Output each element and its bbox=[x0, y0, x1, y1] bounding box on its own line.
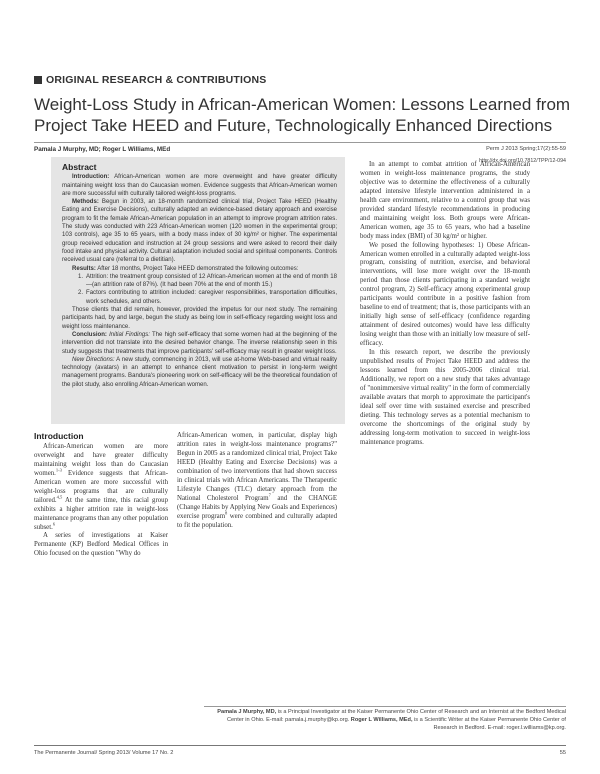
body-column-right bbox=[360, 161, 530, 448]
abstract-methods bbox=[62, 198, 337, 264]
body-paragraph: We posed the following hypotheses: 1) Obese African-American women enrolled in a culturally adapted weight-loss program, consisting of nutrition, exercise, and behavioral interventions, will lose more weight over the 18-month period than those clients participating in a standard weight control program, 2) Self-efficacy among experimental group participants would contribute in a positive fashion from baseline to end of treatment; that is, those participants with an initially high sense of self-efficacy (confidence regarding attainment of desired outcomes) would have less difficulty losing weight than those with an initially low measure of self-efficacy. bbox=[360, 241, 530, 348]
body-text: were combined and culturally adapted to fit the population. bbox=[177, 512, 338, 529]
body-text: African-American women are more overweight and have greater difficulty maintaining weight loss than do Caucasian women. bbox=[34, 442, 168, 477]
section-label-text: ORIGINAL RESEARCH & CONTRIBUTIONS bbox=[46, 74, 267, 86]
body-paragraph bbox=[177, 432, 337, 530]
author-line: Pamala J Murphy, MD; Roger L Williams, MEd bbox=[34, 146, 171, 153]
body-paragraph: In an attempt to combat attrition of African-American women in weight-loss maintenance programs, the study objective was to determine the effectiveness of a culturally adapted intensive lifestyle intervention administered in a health care environment, relative to a control group that was provided standard lifestyle recommendations in producing and maintaining weight loss. Both groups were African-American women, age 35 to 65 years, who had a baseline body mass index (BMI) of 30 kg/m² or higher. bbox=[360, 161, 530, 240]
abstract-new-directions bbox=[62, 356, 337, 389]
body-column-middle bbox=[177, 432, 337, 530]
bio-text: is a Principal Investigator at the Kaiser Permanente Ohio Center of Research and an Internist at the Bedford Medical Center in Ohio. E-mail: pamala.j.murphy@kp.org. bbox=[226, 709, 566, 723]
abstract-introduction bbox=[62, 173, 337, 198]
journal-footer: The Permanente Journal/ Spring 2013/ Volume 17 No. 2 bbox=[34, 750, 174, 756]
abstract-results-text: After 18 months, Project Take HEED demonstrated the following outcomes: bbox=[97, 265, 299, 272]
list-item bbox=[78, 273, 337, 290]
list-item-text: Factors contributing to attrition included: caregiver responsibilities, transportation difficulties, work schedules, and others. bbox=[86, 290, 337, 305]
title-divider bbox=[34, 142, 566, 143]
article-title: Weight-Loss Study in African-American Women: Lessons Learned from Project Take HEED and Future, Technologically Enhanced Directions bbox=[34, 95, 571, 135]
section-label bbox=[34, 74, 267, 86]
reference-marker: 1-3 bbox=[55, 467, 62, 473]
page-number: 55 bbox=[559, 750, 566, 756]
abstract-conclusion-text: The high self-efficacy that some women had at the beginning of the intervention did not translate into the desired behavior change. The inverse relationship seen in this study suggests that treatments that improve participants' self-efficacy may result in greater weight loss. bbox=[62, 331, 337, 355]
body-paragraph bbox=[34, 443, 168, 533]
abstract-new-directions-label: New Directions: bbox=[72, 356, 115, 363]
body-text: At the same time, this racial group exhibits a higher attrition rate in weight-loss maintenance programs than any other population subset. bbox=[34, 496, 168, 531]
list-item-number: 1. bbox=[78, 273, 84, 280]
abstract-new-directions-text: A new study, commencing in 2013, will use at-home Web-based and virtual reality technology (avatars) in an attempt to enhance client motivation to persist in long-term weight management programs. Bandura's pioneering work on self-efficacy will be the theoretical foundation of the pilot study, also enrolling African-American women. bbox=[62, 356, 337, 388]
bio-name: Roger L Williams, MEd, bbox=[350, 716, 413, 723]
list-item bbox=[78, 289, 337, 306]
bio-name: Pamala J Murphy, MD, bbox=[217, 709, 277, 715]
list-item-text: Attrition: the treatment group consisted of 12 African-American women at the end of month 18—(an attrition rate of 87%). (It had been 70% at the end of month 15.) bbox=[86, 273, 337, 289]
doi-link[interactable]: http://dx.doi.org/10.7812/TPP/12-094 bbox=[479, 158, 566, 164]
body-text: and the CHANGE (Change Habits by Applying New Goals and Experiences) exercise program bbox=[177, 494, 338, 520]
bio-text: is a Scientific Writer at the Kaiser Permanente Ohio Center of Research in Bedford. E-mail: roger.l.williams@kp.org. bbox=[414, 716, 566, 731]
abstract-introduction-text: African-American women are more overweight and have greater difficulty maintaining weight loss than do Caucasian women. Evidence suggests that African-American women are more successful with culturally tailored weight-loss programs. bbox=[62, 174, 337, 197]
bio-divider bbox=[204, 706, 566, 707]
reference-marker: 4,5 bbox=[56, 494, 63, 500]
abstract-methods-text: Begun in 2003, an 18-month randomized clinical trial, Project Take HEED (Healthy Eating and Exercise Decisions), culturally adapted an evidence-based dietary approach and exercise program to fit the female African-American population in an attempt to improve program attrition rates. The study was conducted with 223 African-American women (120 women in the experimental group; 103 controls), age 35 to 65 years, with a body mass index of 30 kg/m² or higher. The experimental group received education and instruction at 24 group sessions and were asked to record their daily food intake and physical activity. Cultural adaptation included social and spiritual components. Controls received usual care (referral to a dietitian). bbox=[62, 199, 337, 264]
abstract-introduction-label: Introduction: bbox=[72, 174, 110, 181]
abstract-methods-label: Methods: bbox=[72, 199, 99, 206]
body-text: Evidence suggests that African-American women are more successful with weight-loss programs that are culturally tailored. bbox=[34, 469, 168, 504]
abstract-conclusion-sublabel: Initial Findings: bbox=[109, 331, 150, 338]
abstract-results-followup: Those clients that did remain, however, provided the impetus for our next study. The remaining participants had, by and large, begun the study as being low in self-efficacy regarding weight loss and weight loss maintenance. bbox=[62, 307, 337, 330]
reference-marker: 8 bbox=[225, 510, 228, 516]
abstract-conclusion-label: Conclusion: bbox=[72, 331, 107, 338]
reference-marker: 6 bbox=[52, 521, 56, 527]
introduction-heading: Introduction bbox=[34, 431, 84, 441]
section-square-icon bbox=[34, 76, 42, 84]
body-text: African-American women, in particular, display high attrition rates in weight-loss maintenance programs?" Begun in 2005 as a randomized clinical trial, Project Take HEED (Healthy Eating and Exercise Decisions) was a combination of two interventions that had shown success in clinical trials with African Americans. The Therapeutic Lifestyle Changes (TLC) dietary approach from the National Cholesterol Program bbox=[177, 432, 337, 502]
body-paragraph: In this research report, we describe the previously unpublished results of Project Take HEED and address the lessons learned from this 2005-2006 clinical trial. Additionally, we report on a new study that takes advantage of "nonimmersive virtual reality" in the form of commercially available avatars that morph to approximate the participant's ideal self over time with sustained exercise and prescribed dieting. This technology serves as a potential mechanism to overcome the shortcomings of the original study by addressing long-term motivation to succeed in weight-loss maintenance programs. bbox=[360, 349, 530, 446]
citation: Perm J 2013 Spring;17(2):55-59 bbox=[486, 146, 566, 152]
body-column-left bbox=[34, 432, 168, 559]
abstract-results bbox=[62, 265, 337, 273]
abstract-box bbox=[51, 157, 345, 424]
list-item-number: 2. bbox=[78, 290, 84, 297]
abstract-conclusion bbox=[62, 331, 337, 356]
abstract-results-list bbox=[78, 273, 337, 306]
author-bio bbox=[204, 709, 566, 732]
footer-divider bbox=[34, 745, 566, 746]
abstract-heading: Abstract bbox=[62, 162, 97, 172]
abstract-results-label: Results: bbox=[72, 265, 96, 272]
body-paragraph: A series of investigations at Kaiser Permanente (KP) Bedford Medical Offices in Ohio focused on the question "Why do bbox=[34, 532, 168, 558]
reference-marker: 7 bbox=[268, 492, 271, 498]
